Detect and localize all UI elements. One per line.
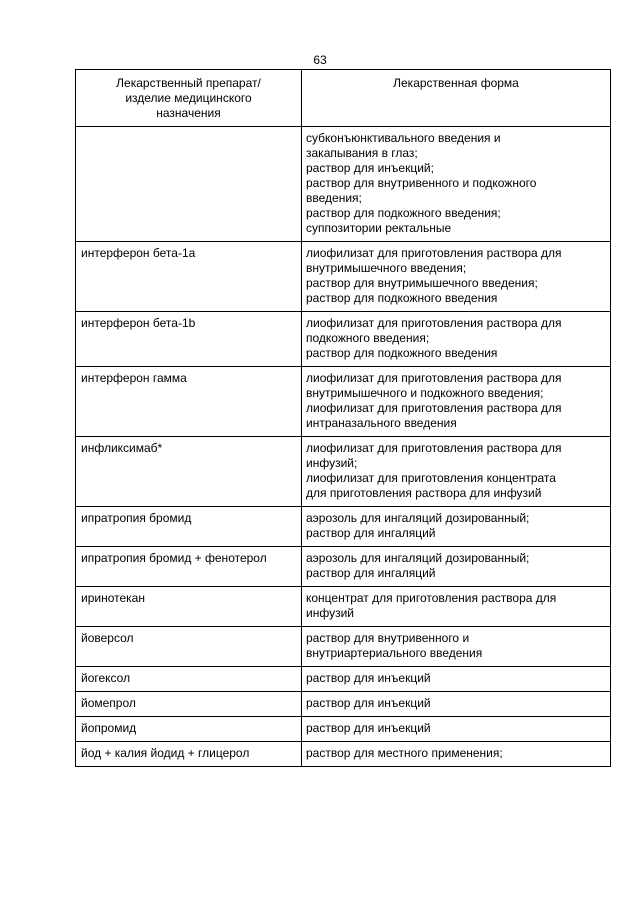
drug-name-cell: ипратропия бромид — [76, 507, 302, 547]
table-row — [76, 692, 611, 717]
drug-name-cell: интерферон бета-1a — [76, 242, 302, 312]
page-number: 63 — [313, 53, 327, 67]
drug-name-cell: йомепрол — [76, 692, 302, 717]
drug-name-cell: инфликсимаб* — [76, 437, 302, 507]
dosage-form-cell — [302, 667, 611, 692]
header-drug-name — [76, 70, 302, 127]
dosage-form-cell — [302, 627, 611, 667]
table-header-row — [76, 70, 611, 127]
table-row — [76, 312, 611, 367]
dosage-form-line: введения; — [306, 191, 362, 205]
header-drug-name-line: назначения — [156, 106, 221, 120]
dosage-form-line: лиофилизат для приготовления раствора для — [306, 441, 562, 455]
dosage-form-line: закапывания в глаз; — [306, 146, 418, 160]
table-row — [76, 667, 611, 692]
dosage-form-line: субконъюнктивального введения и — [306, 131, 501, 145]
dosage-form-cell — [302, 437, 611, 507]
drug-name-cell: йоверсол — [76, 627, 302, 667]
table-row — [76, 507, 611, 547]
header-drug-name-line: изделие медицинского — [125, 91, 252, 105]
dosage-form-line: раствор для местного применения; — [306, 746, 503, 760]
table-row — [76, 627, 611, 667]
dosage-form-line: раствор для инъекций — [306, 721, 431, 735]
dosage-form-line: раствор для ингаляций — [306, 526, 436, 540]
dosage-form-cell — [302, 367, 611, 437]
table-row — [76, 437, 611, 507]
dosage-form-line: интраназального введения — [306, 416, 457, 430]
dosage-form-line: концентрат для приготовления раствора для — [306, 591, 557, 605]
dosage-form-cell — [302, 587, 611, 627]
dosage-form-line: раствор для внутривенного и подкожного — [306, 176, 537, 190]
dosage-form-cell — [302, 242, 611, 312]
dosage-form-line: аэрозоль для ингаляций дозированный; — [306, 511, 530, 525]
drug-name-cell: йод + калия йодид + глицерол — [76, 742, 302, 767]
table-row — [76, 367, 611, 437]
dosage-form-line: инфузий — [306, 606, 354, 620]
dosage-form-line: лиофилизат для приготовления раствора для — [306, 316, 562, 330]
dosage-form-line: раствор для инъекций; — [306, 161, 434, 175]
dosage-form-line: раствор для инъекций — [306, 696, 431, 710]
table-row — [76, 742, 611, 767]
header-dosage-form: Лекарственная форма — [302, 70, 611, 127]
dosage-form-line: аэрозоль для ингаляций дозированный; — [306, 551, 530, 565]
dosage-form-line: раствор для подкожного введения — [306, 291, 498, 305]
dosage-form-line: раствор для инъекций — [306, 671, 431, 685]
drug-name-cell: йопромид — [76, 717, 302, 742]
drug-name-cell — [76, 127, 302, 242]
dosage-form-line: раствор для подкожного введения — [306, 346, 498, 360]
dosage-form-line: внутриартериального введения — [306, 646, 483, 660]
header-drug-name-line: Лекарственный препарат/ — [116, 76, 261, 90]
dosage-form-line: для приготовления раствора для инфузий — [306, 486, 542, 500]
dosage-form-line: лиофилизат для приготовления раствора для — [306, 401, 562, 415]
dosage-form-line: раствор для подкожного введения; — [306, 206, 501, 220]
dosage-form-cell — [302, 127, 611, 242]
table-row — [76, 587, 611, 627]
dosage-form-cell — [302, 717, 611, 742]
drug-name-cell: иринотекан — [76, 587, 302, 627]
dosage-form-cell — [302, 742, 611, 767]
dosage-form-line: раствор для ингаляций — [306, 566, 436, 580]
dosage-form-line: лиофилизат для приготовления раствора для — [306, 371, 562, 385]
dosage-form-line: внутримышечного введения; — [306, 261, 467, 275]
drug-name-cell: йогексол — [76, 667, 302, 692]
drug-name-cell: ипратропия бромид + фенотерол — [76, 547, 302, 587]
table-row — [76, 547, 611, 587]
dosage-form-cell — [302, 507, 611, 547]
dosage-form-cell — [302, 692, 611, 717]
dosage-form-line: суппозитории ректальные — [306, 221, 452, 235]
dosage-form-line: подкожного введения; — [306, 331, 430, 345]
table-row — [76, 242, 611, 312]
table-row — [76, 127, 611, 242]
drug-name-cell: интерферон гамма — [76, 367, 302, 437]
table-row — [76, 717, 611, 742]
drug-table — [75, 69, 611, 767]
dosage-form-cell — [302, 312, 611, 367]
dosage-form-line: внутримышечного и подкожного введения; — [306, 386, 544, 400]
dosage-form-line: раствор для внутримышечного введения; — [306, 276, 538, 290]
dosage-form-line: раствор для внутривенного и — [306, 631, 470, 645]
table-body — [76, 127, 611, 767]
dosage-form-line: инфузий; — [306, 456, 358, 470]
drug-name-cell: интерферон бета-1b — [76, 312, 302, 367]
dosage-form-cell — [302, 547, 611, 587]
dosage-form-line: лиофилизат для приготовления концентрата — [306, 471, 556, 485]
dosage-form-line: лиофилизат для приготовления раствора для — [306, 246, 562, 260]
